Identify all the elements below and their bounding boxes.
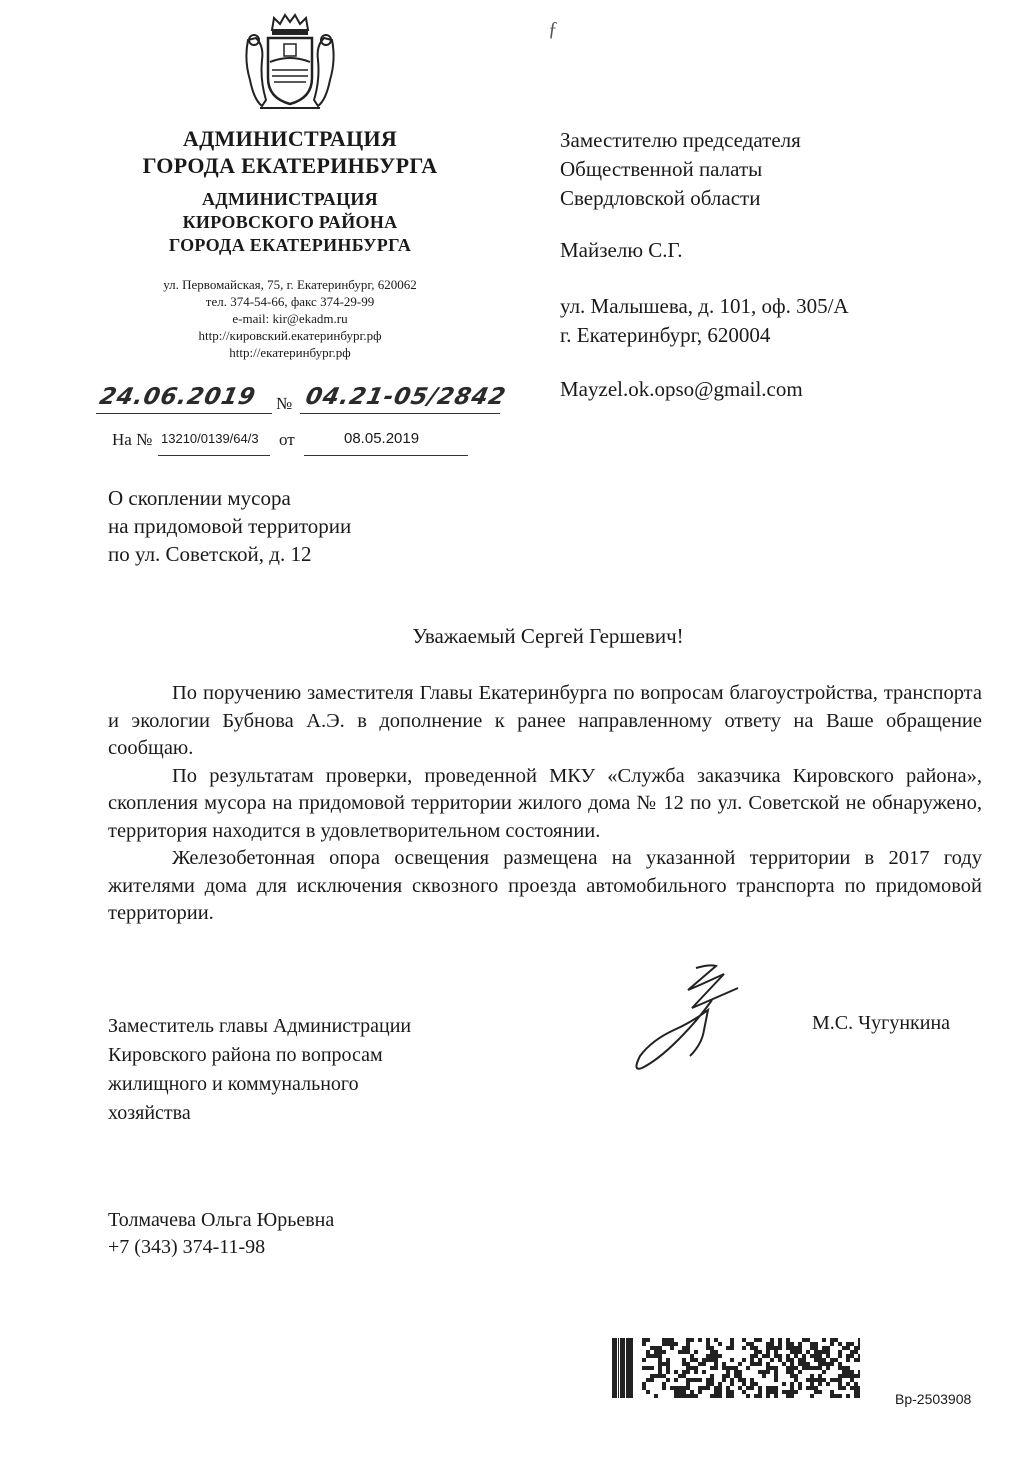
sender-phone: тел. 374-54-66, факс 374-29-99	[205, 294, 375, 309]
sender-site2: http://екатеринбург.рф	[229, 345, 351, 360]
signatory-pos-line3: жилищного и коммунального	[108, 1073, 359, 1095]
recipient-name: Майзелю С.Г.	[560, 238, 683, 262]
reply-number-underline	[158, 455, 270, 456]
recipient-line3: Свердловской области	[560, 186, 761, 210]
coat-of-arms-icon	[240, 10, 340, 112]
sender-email: e-mail: kir@ekadm.ru	[232, 311, 348, 326]
sender-site1: http://кировский.екатеринбург.рф	[198, 328, 382, 343]
letter-body	[108, 680, 982, 928]
outgoing-number: 04.21-05/2842	[303, 384, 509, 410]
subject	[108, 484, 351, 568]
org-sub-line1: АДМИНИСТРАЦИЯ	[202, 189, 378, 209]
barcode-icon	[612, 1338, 860, 1398]
org-sub-line3: ГОРОДА ЕКАТЕРИНБУРГА	[168, 235, 412, 255]
signatory-pos-line2: Кировского района по вопросам	[108, 1044, 383, 1066]
executor	[108, 1207, 334, 1261]
executor-phone: +7 (343) 374-11-98	[108, 1236, 266, 1258]
barcode-id: Вр-2503908	[895, 1391, 972, 1407]
recipient-line1: Заместителю председателя	[560, 128, 801, 152]
number-label: №	[276, 394, 293, 413]
body-paragraph-3: Железобетонная опора освещения размещена на указанной территории в 2017 году жителями дома для исключения сквозного проезда автомобильного транспорта по придомовой территории.	[108, 847, 982, 924]
org-sub-line2: КИРОВСКОГО РАЙОНА	[182, 212, 398, 232]
outgoing-date: 24.06.2019	[97, 384, 259, 410]
subject-line2: на придомовой территории	[108, 514, 352, 538]
signatory-position	[108, 1012, 411, 1128]
subject-line1: О скоплении мусора	[108, 486, 291, 510]
reply-from-label: от	[279, 430, 295, 449]
number-underline	[300, 413, 500, 414]
reply-date: 08.05.2019	[344, 430, 420, 447]
org-title-line1: АДМИНИСТРАЦИЯ	[182, 126, 398, 151]
reply-label: На №	[112, 430, 153, 449]
reply-number: 13210/0139/64/3	[161, 431, 259, 446]
greeting: Уважаемый Сергей Гершевич!	[412, 624, 684, 648]
date-underline	[96, 413, 272, 414]
signatory-name: М.С. Чугункина	[812, 1012, 951, 1034]
signatory-pos-line4: хозяйства	[108, 1102, 191, 1124]
org-title-line2: ГОРОДА ЕКАТЕРИНБУРГА	[142, 153, 438, 178]
sender-address: ул. Первомайская, 75, г. Екатеринбург, 620062	[163, 277, 417, 292]
signatory-pos-line1: Заместитель главы Администрации	[108, 1015, 412, 1037]
recipient-addr2: г. Екатеринбург, 620004	[560, 323, 771, 347]
margin-mark: ƒ	[548, 18, 558, 40]
body-paragraph-1: По поручению заместителя Главы Екатеринбурга по вопросам благоустройства, транспорта и экологии Бубнова А.Э. в дополнение к ранее направленному ответу на Ваше обращение сообщаю.	[108, 682, 982, 759]
reply-date-underline	[304, 455, 468, 456]
recipient-addr1: ул. Малышева, д. 101, оф. 305/А	[560, 294, 849, 318]
body-paragraph-2: По результатам проверки, проведенной МКУ «Служба заказчика Кировского района», скопления мусора на придомовой территории жилого дома № 12 по ул. Советской не обнаружено, территория находится в удовлетворительном состоянии.	[108, 764, 982, 842]
executor-name: Толмачева Ольга Юрьевна	[108, 1209, 335, 1231]
handwritten-signature-icon	[628, 960, 758, 1080]
recipient-email: Mayzel.ok.opso@gmail.com	[560, 377, 803, 401]
subject-line3: по ул. Советской, д. 12	[108, 542, 312, 566]
recipient-line2: Общественной палаты	[560, 157, 763, 181]
